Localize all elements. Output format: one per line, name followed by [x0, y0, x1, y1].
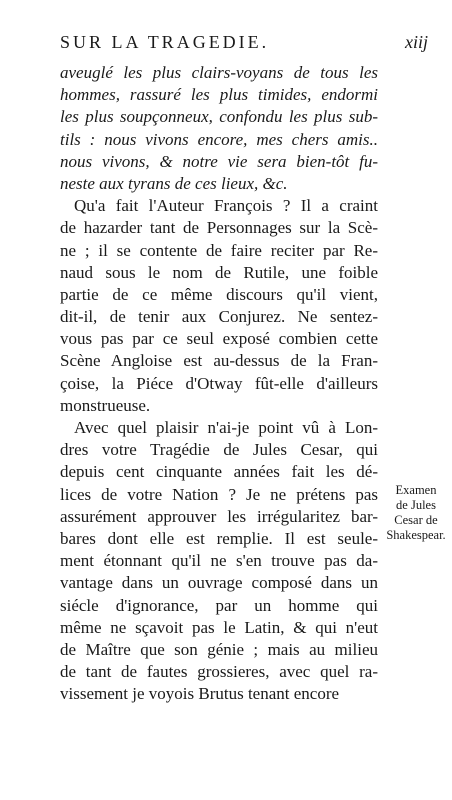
text-line: même ne sçavoit pas le Latin, & qui n'eut [60, 617, 378, 637]
text-line: nous vivons, & notre vie sera bien-tôt fu- [60, 151, 378, 171]
text-line: les plus soupçonneux, confondu les plus sub- [60, 107, 378, 127]
text-line: vissement je voyois Brutus tenant encore [60, 684, 340, 704]
margin-note-line: de Jules [396, 498, 436, 512]
text-line: ment étonnant qu'il ne s'en trouve pas da- [60, 551, 378, 571]
text-line: aveuglé les plus clairs-voyans de tous les [60, 63, 378, 82]
margin-note-line: Examen [395, 483, 437, 497]
margin-note [383, 483, 449, 543]
text-line: naud sous le nom de Rutile, une foible [60, 262, 378, 282]
body-text [60, 62, 378, 705]
text-line: çoise, la Piéce d'Otway fût-elle d'ailleurs [60, 373, 378, 393]
page-header [60, 32, 428, 62]
text-line: de Maître que son génie ; mais au milieu [60, 639, 378, 659]
text-line: Qu'a fait l'Auteur François ? Il a craint [74, 196, 378, 216]
running-title: SUR LA TRAGEDIE. [60, 32, 270, 52]
text-line: lices de votre Nation ? Je ne prétens pas [60, 484, 378, 504]
paragraph [60, 195, 378, 417]
text-line: de tant de fautes grossieres, avec quel ra- [60, 662, 378, 682]
text-line: partie de ce même discours qu'il vient, [60, 284, 378, 304]
text-line: Avec quel plaisir n'ai-je point vû à Lon- [74, 418, 378, 437]
text-line: depuis cent cinquante années fait les dé- [60, 462, 378, 482]
text-line: vantage dans un ouvrage composé dans un [60, 573, 378, 593]
text-line: vous pas par ce seul exposé combien cette [60, 329, 378, 349]
text-line: bares dont elle est remplie. Il est seule- [60, 528, 378, 548]
text-line: Scène Angloise est au-dessus de la Fran- [60, 351, 378, 371]
paragraph [60, 417, 378, 705]
paragraph [60, 62, 378, 195]
text-line: neste aux tyrans de ces lieux, &c. [60, 173, 288, 193]
text-line: monstrueuse. [60, 395, 151, 415]
text-line: dit-il, de tenir aux Conjurez. Ne sentez- [60, 307, 378, 327]
text-line: assurément approuver les irrégularitez bar- [60, 506, 378, 526]
text-line: ne ; il se contente de faire reciter par Re- [60, 240, 378, 260]
text-line: tils : nous vivons encore, mes chers amis.. [60, 129, 378, 149]
text-line: de hazarder tant de Personnages sur la Scè- [60, 218, 378, 238]
margin-note-line: Shakespear. [386, 528, 446, 542]
page-number: xiij [405, 32, 428, 52]
text-line: dres votre Tragédie de Jules Cesar, qui [60, 440, 378, 460]
text-line: hommes, rassuré les plus timides, endormi [60, 85, 378, 105]
margin-note-line: Cesar de [394, 513, 438, 527]
text-line: siécle d'ignorance, par un homme qui [60, 595, 378, 615]
